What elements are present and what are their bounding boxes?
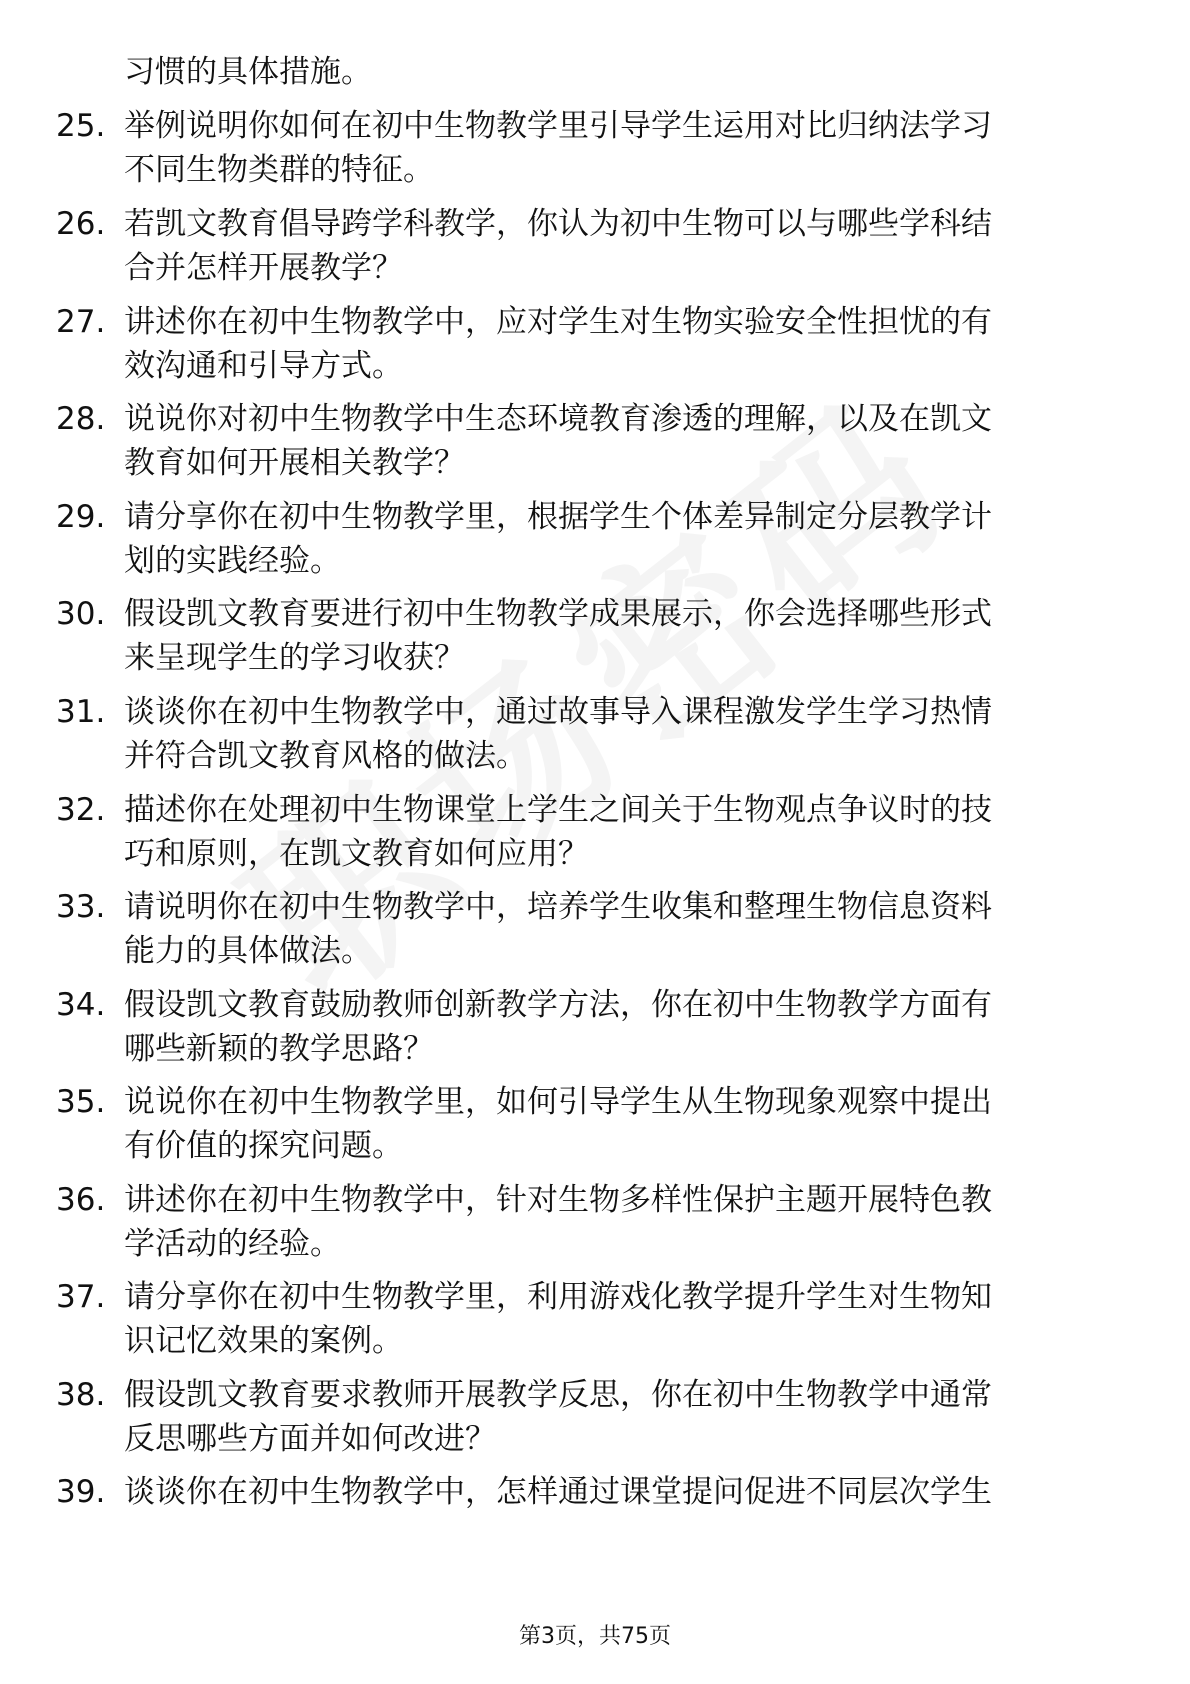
item-text xyxy=(124,885,1124,973)
item-line: 描述你在处理初中生物课堂上学生之间关于生物观点争议时的技 xyxy=(124,792,992,828)
item-line: 有价值的探究问题。 xyxy=(124,1128,403,1164)
item-number: 25. xyxy=(56,108,106,144)
item-text xyxy=(124,397,1124,485)
item-text xyxy=(124,592,1124,680)
item-text xyxy=(124,983,1124,1071)
item-line: 说说你在初中生物教学里，如何引导学生从生物现象观察中提出 xyxy=(124,1084,992,1120)
item-text xyxy=(124,1275,1124,1363)
item-number: 36. xyxy=(56,1182,106,1218)
item-number: 28. xyxy=(56,401,106,437)
item-line: 合并怎样开展教学？ xyxy=(124,250,403,286)
item-line: 假设凯文教育要求教师开展教学反思，你在初中生物教学中通常 xyxy=(124,1377,992,1413)
item-line: 说说你对初中生物教学中生态环境教育渗透的理解，以及在凯文 xyxy=(124,401,992,437)
item-line: 谈谈你在初中生物教学中，怎样通过课堂提问促进不同层次学生 xyxy=(124,1474,992,1510)
item-number: 34. xyxy=(56,987,106,1023)
item-number: 35. xyxy=(56,1084,106,1120)
item-line: 划的实践经验。 xyxy=(124,543,341,579)
item-text xyxy=(124,1373,1124,1461)
item-number: 31. xyxy=(56,694,106,730)
item-line: 哪些新颖的教学思路？ xyxy=(124,1031,434,1067)
item-line: 教育如何开展相关教学？ xyxy=(124,445,465,481)
item-text xyxy=(124,104,1124,192)
item-number: 29. xyxy=(56,499,106,535)
item-text xyxy=(124,202,1124,290)
page-footer: 第3页，共75页 xyxy=(519,1624,671,1649)
item-line: 谈谈你在初中生物教学中，通过故事导入课程激发学生学习热情 xyxy=(124,694,992,730)
item-text xyxy=(124,690,1124,778)
item-text xyxy=(124,1080,1124,1168)
item-line: 举例说明你如何在初中生物教学里引导学生运用对比归纳法学习 xyxy=(124,108,992,144)
item-text xyxy=(124,1178,1124,1266)
item-number: 27. xyxy=(56,304,106,340)
item-number: 33. xyxy=(56,889,106,925)
item-line: 反思哪些方面并如何改进？ xyxy=(124,1421,496,1457)
item-line: 请分享你在初中生物教学里，根据学生个体差异制定分层教学计 xyxy=(124,499,992,535)
item-line: 若凯文教育倡导跨学科教学，你认为初中生物可以与哪些学科结 xyxy=(124,206,992,242)
item-line: 并符合凯文教育风格的做法。 xyxy=(124,738,527,774)
item-line: 识记忆效果的案例。 xyxy=(124,1323,403,1359)
continuation-text: 习惯的具体措施。 xyxy=(124,54,372,90)
item-text xyxy=(124,788,1124,876)
item-number: 32. xyxy=(56,792,106,828)
item-line: 假设凯文教育鼓励教师创新教学方法，你在初中生物教学方面有 xyxy=(124,987,992,1023)
item-line: 讲述你在初中生物教学中，应对学生对生物实验安全性担忧的有 xyxy=(124,304,992,340)
item-text xyxy=(124,300,1124,388)
item-number: 30. xyxy=(56,596,106,632)
item-line: 学活动的经验。 xyxy=(124,1226,341,1262)
item-line: 不同生物类群的特征。 xyxy=(124,152,434,188)
item-number: 38. xyxy=(56,1377,106,1413)
item-line: 讲述你在初中生物教学中，针对生物多样性保护主题开展特色教 xyxy=(124,1182,992,1218)
item-line: 效沟通和引导方式。 xyxy=(124,348,403,384)
item-text xyxy=(124,1470,1124,1514)
item-number: 39. xyxy=(56,1474,106,1510)
item-line: 巧和原则，在凯文教育如何应用？ xyxy=(124,836,589,872)
item-line: 假设凯文教育要进行初中生物教学成果展示，你会选择哪些形式 xyxy=(124,596,992,632)
item-line: 能力的具体做法。 xyxy=(124,933,372,969)
item-text xyxy=(124,495,1124,583)
item-number: 26. xyxy=(56,206,106,242)
item-line: 来呈现学生的学习收获？ xyxy=(124,640,465,676)
item-number: 37. xyxy=(56,1279,106,1315)
item-line: 请说明你在初中生物教学中，培养学生收集和整理生物信息资料 xyxy=(124,889,992,925)
item-line: 请分享你在初中生物教学里，利用游戏化教学提升学生对生物知 xyxy=(124,1279,992,1315)
